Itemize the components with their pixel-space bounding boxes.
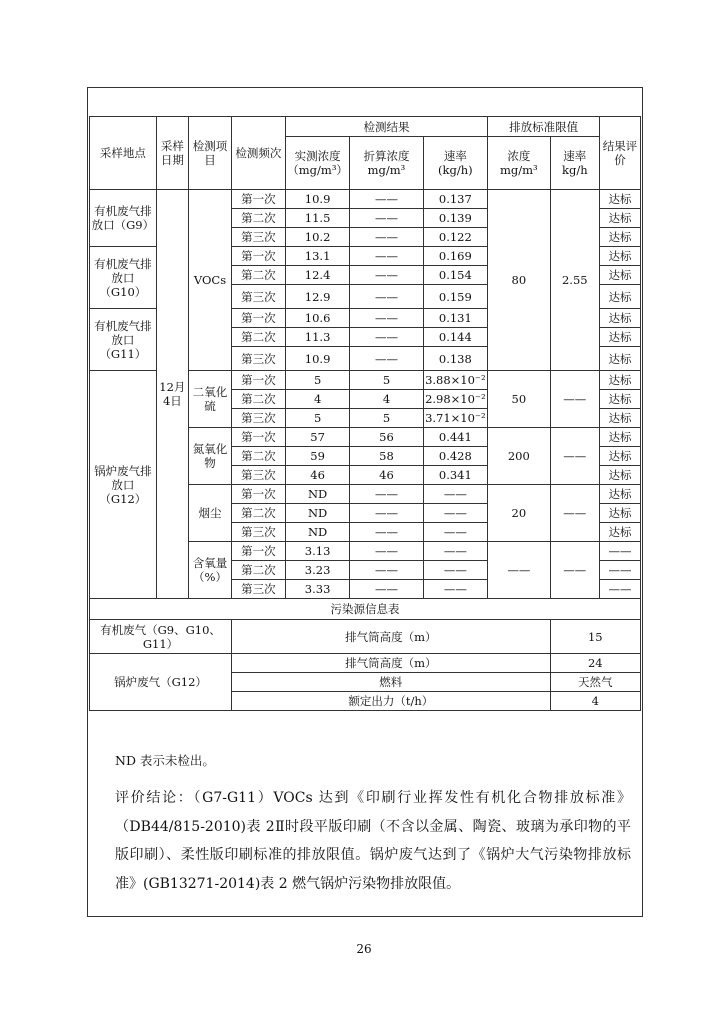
rate-cell: 0.122 <box>423 228 488 247</box>
limit-rate-so2: —— <box>550 371 600 428</box>
header-converted: 折算浓度 mg/m³ <box>350 137 423 190</box>
converted-cell: —— <box>350 580 423 599</box>
site-g10: 有机废气排放口（G10） <box>90 247 157 309</box>
converted-cell: —— <box>350 542 423 561</box>
converted-cell: 58 <box>350 447 423 466</box>
eval-cell: 达标 <box>600 328 641 347</box>
rate-cell: 0.428 <box>423 447 488 466</box>
limit-rate-nox: —— <box>550 428 600 485</box>
converted-cell: —— <box>350 504 423 523</box>
monitoring-table <box>89 116 641 711</box>
rate-cell: —— <box>423 542 488 561</box>
item-vocs: VOCs <box>189 190 232 371</box>
measured-cell: 12.4 <box>285 266 350 285</box>
converted-cell: 5 <box>350 409 423 428</box>
header-limits-group: 排放标准限值 <box>488 117 600 137</box>
freq-cell: 第一次 <box>232 485 286 504</box>
converted-cell: —— <box>350 561 423 580</box>
freq-cell: 第一次 <box>232 309 286 328</box>
source-organic-height-label: 排气筒高度（m） <box>232 620 551 654</box>
eval-cell: —— <box>600 542 641 561</box>
eval-cell: 达标 <box>600 466 641 485</box>
site-g9: 有机废气排放口（G9） <box>90 190 157 247</box>
limit-rate-vocs: 2.55 <box>550 190 600 371</box>
freq-cell: 第一次 <box>232 428 286 447</box>
measured-cell: ND <box>285 504 350 523</box>
measured-cell: 10.2 <box>285 228 350 247</box>
source-boiler-label: 锅炉废气（G12） <box>90 654 232 711</box>
source-organic-height-value: 15 <box>550 620 640 654</box>
converted-cell: 46 <box>350 466 423 485</box>
measured-cell: 5 <box>285 409 350 428</box>
measured-cell: 3.33 <box>285 580 350 599</box>
source-boiler-output-value: 4 <box>550 692 640 711</box>
source-row-organic <box>90 620 641 654</box>
rate-cell: 2.98×10⁻² <box>423 390 488 409</box>
eval-cell: 达标 <box>600 247 641 266</box>
converted-cell: —— <box>350 309 423 328</box>
eval-cell: 达标 <box>600 190 641 209</box>
page-number: 26 <box>356 942 372 956</box>
source-organic-label: 有机废气（G9、G10、G11） <box>90 620 232 654</box>
site-g12: 锅炉废气排放口（G12） <box>90 371 157 599</box>
site-g11: 有机废气排放口（G11） <box>90 309 157 371</box>
measured-cell: 10.9 <box>285 190 350 209</box>
eval-cell: 达标 <box>600 309 641 328</box>
freq-cell: 第三次 <box>232 523 286 542</box>
item-nox: 氮氧化物 <box>189 428 232 485</box>
limit-conc-vocs: 80 <box>488 190 550 371</box>
note-nd: ND 表示未检出。 <box>115 753 215 768</box>
rate-cell: 3.71×10⁻² <box>423 409 488 428</box>
header-results-group: 检测结果 <box>285 117 487 137</box>
freq-cell: 第二次 <box>232 447 286 466</box>
limit-conc-oxygen: —— <box>488 542 550 599</box>
eval-cell: —— <box>600 580 641 599</box>
converted-cell: 56 <box>350 428 423 447</box>
rate-cell: 0.441 <box>423 428 488 447</box>
limit-rate-dust: —— <box>550 485 600 542</box>
limit-rate-oxygen: —— <box>550 542 600 599</box>
freq-cell: 第一次 <box>232 371 286 390</box>
measured-cell: 11.5 <box>285 209 350 228</box>
measured-cell: 13.1 <box>285 247 350 266</box>
rate-cell: 0.137 <box>423 190 488 209</box>
rate-cell: 0.159 <box>423 285 488 309</box>
converted-cell: 4 <box>350 390 423 409</box>
freq-cell: 第一次 <box>232 190 286 209</box>
source-boiler-height-value: 24 <box>550 654 640 673</box>
rate-cell: 0.144 <box>423 328 488 347</box>
eval-cell: 达标 <box>600 409 641 428</box>
freq-cell: 第二次 <box>232 561 286 580</box>
eval-cell: 达标 <box>600 285 641 309</box>
header-limit-concentration: 浓度 mg/m³ <box>488 137 550 190</box>
eval-cell: 达标 <box>600 504 641 523</box>
freq-cell: 第三次 <box>232 228 286 247</box>
rate-cell: —— <box>423 523 488 542</box>
measured-cell: 10.6 <box>285 309 350 328</box>
item-so2: 二氧化硫 <box>189 371 232 428</box>
conclusion-text: 评价结论：（G7-G11）VOCs 达到《印刷行业挥发性有机化合物排放标准》（DB44/815-2010)表 2Ⅱ时段平版印刷（不含以金属、陶瓷、玻璃为承印物的平版印刷）、柔性版印刷标准的排放限值。锅炉废气达到了《锅炉大气污染物排放标准》(GB13271-2014)表 2 燃气锅炉污染物排放限值。 <box>115 790 631 892</box>
header-rate: 速率 (kg/h) <box>423 137 488 190</box>
measured-cell: 11.3 <box>285 328 350 347</box>
freq-cell: 第二次 <box>232 328 286 347</box>
measured-cell: 59 <box>285 447 350 466</box>
measured-cell: 3.13 <box>285 542 350 561</box>
rate-cell: 0.131 <box>423 309 488 328</box>
eval-cell: 达标 <box>600 266 641 285</box>
eval-cell: 达标 <box>600 390 641 409</box>
item-oxygen: 含氧量（%） <box>189 542 232 599</box>
rate-cell: 0.139 <box>423 209 488 228</box>
converted-cell: —— <box>350 347 423 371</box>
converted-cell: —— <box>350 190 423 209</box>
source-info-title-row <box>90 599 641 620</box>
limit-conc-so2: 50 <box>488 371 550 428</box>
eval-cell: 达标 <box>600 485 641 504</box>
header-frequency: 检测频次 <box>232 117 286 190</box>
eval-cell: 达标 <box>600 347 641 371</box>
item-dust: 烟尘 <box>189 485 232 542</box>
header-row-1 <box>90 117 641 137</box>
freq-cell: 第一次 <box>232 247 286 266</box>
measured-cell: 46 <box>285 466 350 485</box>
sampling-date: 12月4日 <box>156 190 188 599</box>
header-item: 检测项目 <box>189 117 232 190</box>
header-site: 采样地点 <box>90 117 157 190</box>
rate-cell: 3.88×10⁻² <box>423 371 488 390</box>
header-evaluation: 结果评价 <box>600 117 641 190</box>
converted-cell: —— <box>350 328 423 347</box>
rate-cell: 0.341 <box>423 466 488 485</box>
converted-cell: —— <box>350 209 423 228</box>
header-limit-rate: 速率 kg/h <box>550 137 600 190</box>
freq-cell: 第三次 <box>232 466 286 485</box>
freq-cell: 第二次 <box>232 390 286 409</box>
freq-cell: 第二次 <box>232 266 286 285</box>
converted-cell: —— <box>350 228 423 247</box>
measured-cell: ND <box>285 485 350 504</box>
eval-cell: 达标 <box>600 447 641 466</box>
freq-cell: 第三次 <box>232 409 286 428</box>
source-boiler-fuel-label: 燃料 <box>232 673 551 692</box>
eval-cell: —— <box>600 561 641 580</box>
eval-cell: 达标 <box>600 428 641 447</box>
measured-cell: 4 <box>285 390 350 409</box>
rate-cell: —— <box>423 485 488 504</box>
measured-cell: 10.9 <box>285 347 350 371</box>
measured-cell: 3.23 <box>285 561 350 580</box>
eval-cell: 达标 <box>600 371 641 390</box>
header-measured: 实测浓度 （mg/m³） <box>285 137 350 190</box>
limit-conc-dust: 20 <box>488 485 550 542</box>
freq-cell: 第二次 <box>232 209 286 228</box>
measured-cell: ND <box>285 523 350 542</box>
converted-cell: —— <box>350 285 423 309</box>
measured-cell: 12.9 <box>285 285 350 309</box>
rate-cell: —— <box>423 561 488 580</box>
source-boiler-output-label: 额定出力（t/h） <box>232 692 551 711</box>
freq-cell: 第三次 <box>232 580 286 599</box>
eval-cell: 达标 <box>600 209 641 228</box>
freq-cell: 第三次 <box>232 347 286 371</box>
source-boiler-height-label: 排气筒高度（m） <box>232 654 551 673</box>
table-row <box>90 190 641 209</box>
rate-cell: 0.169 <box>423 247 488 266</box>
limit-conc-nox: 200 <box>488 428 550 485</box>
measured-cell: 57 <box>285 428 350 447</box>
rate-cell: 0.154 <box>423 266 488 285</box>
rate-cell: —— <box>423 504 488 523</box>
rate-cell: 0.138 <box>423 347 488 371</box>
rate-cell: —— <box>423 580 488 599</box>
header-date: 采样日期 <box>156 117 188 190</box>
eval-cell: 达标 <box>600 228 641 247</box>
source-row-boiler-height <box>90 654 641 673</box>
freq-cell: 第一次 <box>232 542 286 561</box>
freq-cell: 第二次 <box>232 504 286 523</box>
eval-cell: 达标 <box>600 523 641 542</box>
freq-cell: 第三次 <box>232 285 286 309</box>
converted-cell: —— <box>350 485 423 504</box>
converted-cell: —— <box>350 247 423 266</box>
source-boiler-fuel-value: 天然气 <box>550 673 640 692</box>
converted-cell: —— <box>350 266 423 285</box>
source-info-title: 污染源信息表 <box>90 599 641 620</box>
converted-cell: —— <box>350 523 423 542</box>
evaluation-conclusion <box>97 770 631 912</box>
measured-cell: 5 <box>285 371 350 390</box>
converted-cell: 5 <box>350 371 423 390</box>
